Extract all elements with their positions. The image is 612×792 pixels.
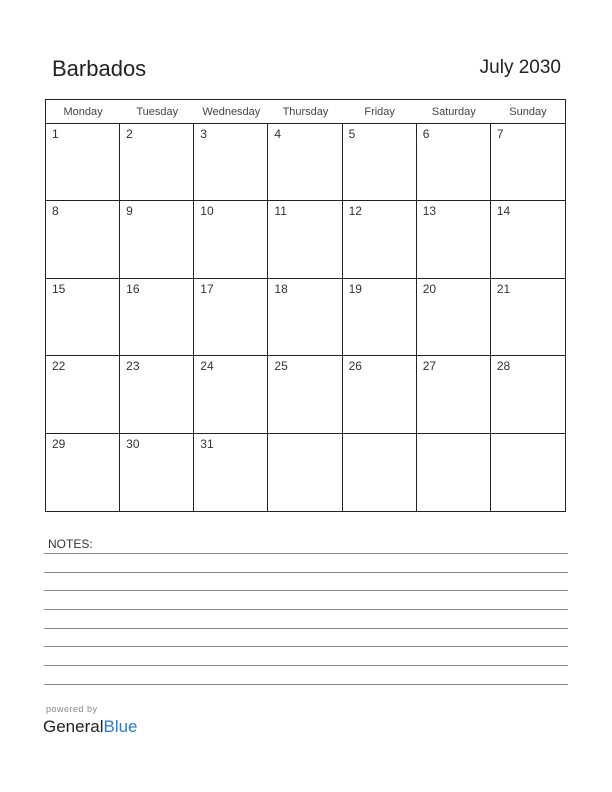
day-cell-10: 10: [194, 201, 268, 278]
day-cell-empty: [491, 434, 565, 511]
day-cell-24: 24: [194, 356, 268, 433]
day-of-week-header: Monday: [46, 100, 120, 124]
notes-label: NOTES:: [48, 537, 93, 551]
calendar-grid: [45, 99, 566, 512]
brand-general: General: [43, 717, 104, 736]
day-cell-11: 11: [268, 201, 342, 278]
day-of-week-header: Tuesday: [120, 100, 194, 124]
day-cell-26: 26: [343, 356, 417, 433]
country-title: Barbados: [52, 56, 147, 81]
day-cell-20: 20: [417, 279, 491, 356]
day-cell-empty: [343, 434, 417, 511]
day-cell-18: 18: [268, 279, 342, 356]
note-line: [44, 665, 568, 666]
day-of-week-header: Friday: [343, 100, 417, 124]
day-cell-22: 22: [46, 356, 120, 433]
day-of-week-header: Saturday: [417, 100, 491, 124]
day-cell-9: 9: [120, 201, 194, 278]
note-line: [44, 646, 568, 647]
day-cell-21: 21: [491, 279, 565, 356]
day-of-week-header: Thursday: [268, 100, 342, 124]
day-of-week-header: Wednesday: [194, 100, 268, 124]
day-cell-17: 17: [194, 279, 268, 356]
day-cell-31: 31: [194, 434, 268, 511]
day-cell-29: 29: [46, 434, 120, 511]
note-line: [44, 572, 568, 573]
day-cell-16: 16: [120, 279, 194, 356]
day-cell-6: 6: [417, 124, 491, 201]
note-line: [44, 609, 568, 610]
note-line: [44, 590, 568, 591]
day-cell-27: 27: [417, 356, 491, 433]
day-cell-14: 14: [491, 201, 565, 278]
day-cell-8: 8: [46, 201, 120, 278]
day-cell-19: 19: [343, 279, 417, 356]
day-cell-15: 15: [46, 279, 120, 356]
day-cell-5: 5: [343, 124, 417, 201]
day-cell-30: 30: [120, 434, 194, 511]
day-cell-empty: [417, 434, 491, 511]
day-cell-12: 12: [343, 201, 417, 278]
brand-logo: [43, 717, 138, 737]
day-cell-7: 7: [491, 124, 565, 201]
note-line: [44, 553, 568, 554]
day-cell-28: 28: [491, 356, 565, 433]
day-of-week-header: Sunday: [491, 100, 565, 124]
day-cell-4: 4: [268, 124, 342, 201]
note-line: [44, 628, 568, 629]
powered-by-text: powered by: [46, 704, 98, 714]
day-cell-2: 2: [120, 124, 194, 201]
day-cell-13: 13: [417, 201, 491, 278]
month-year-label: July 2030: [479, 57, 561, 78]
day-cell-25: 25: [268, 356, 342, 433]
day-cell-23: 23: [120, 356, 194, 433]
note-line: [44, 684, 568, 685]
day-cell-1: 1: [46, 124, 120, 201]
day-cell-empty: [268, 434, 342, 511]
day-cell-3: 3: [194, 124, 268, 201]
brand-blue: Blue: [103, 717, 138, 736]
